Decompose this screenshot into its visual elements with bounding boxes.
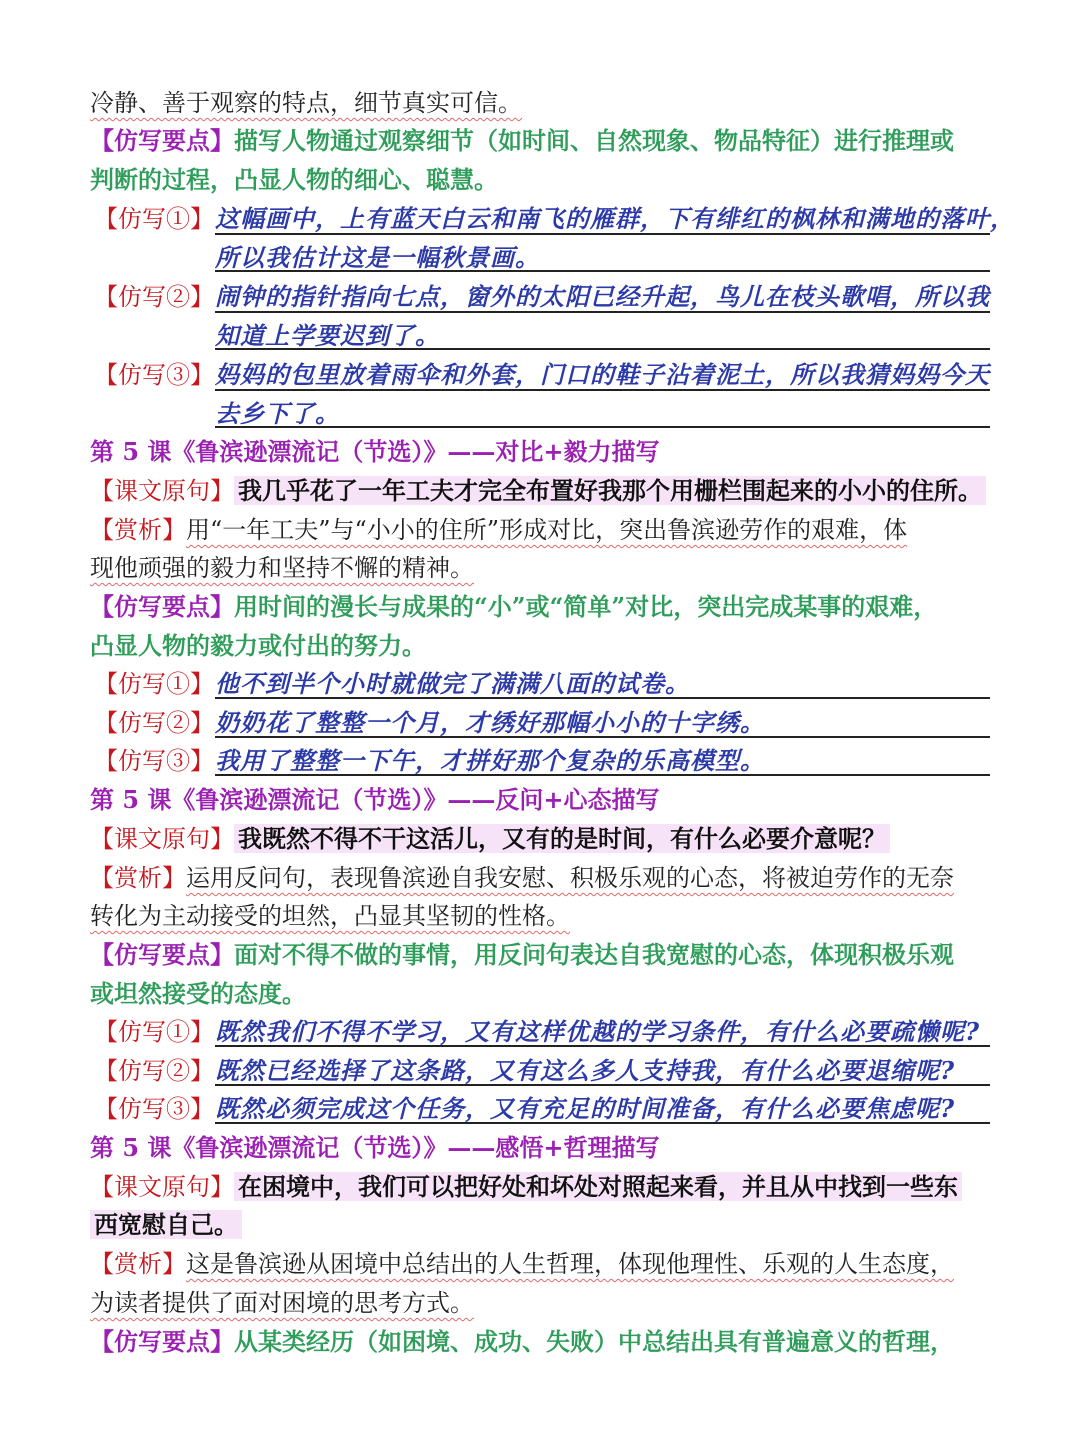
answer-underline	[215, 1045, 990, 1047]
imitation-text: 既然已经选择了这条路，又有这么多人支持我，有什么必要退缩呢?	[215, 1056, 956, 1085]
key-points-line	[90, 938, 990, 972]
key-points-label: 【仿写要点】	[90, 1327, 234, 1356]
answer-underline	[215, 1084, 990, 1086]
imitation-text: 闹钟的指针指向七点，窗外的太阳已经升起，鸟儿在枝头歌唱，所以我	[215, 282, 990, 311]
section-title: 第 5 课《鲁滨逊漂流记（节选）》——感悟+哲理描写	[90, 1133, 660, 1162]
answer-underline	[215, 270, 990, 272]
section-title: 第 5 课《鲁滨逊漂流记（节选）》——反问+心态描写	[90, 785, 660, 814]
imitation-text: 去乡下了。	[215, 399, 340, 428]
key-points-line	[90, 1325, 990, 1359]
analysis-text: 用“一年工夫”与“小小的住所”形成对比，突出鲁滨逊劳作的艰难，体	[186, 516, 908, 544]
key-points-text: 从某类经历（如困境、成功、失败）中总结出具有普遍意义的哲理，	[234, 1327, 954, 1356]
analysis-line	[90, 1247, 990, 1281]
analysis-text: 转化为主动接受的坦然，凸显其坚韧的性格。	[90, 902, 570, 930]
imitation-label: 【仿写①】	[94, 670, 214, 698]
analysis-line	[90, 861, 990, 895]
key-points-line: 或坦然接受的态度。	[90, 979, 306, 1008]
imitation-label: 【仿写③】	[94, 1095, 214, 1123]
imitation-text: 既然必须完成这个任务，又有充足的时间准备，有什么必要焦虑呢?	[215, 1094, 956, 1123]
analysis-text: 运用反问句，表现鲁滨逊自我安慰、积极乐观的心态，将被迫劳作的无奈	[186, 864, 954, 892]
imitation-label: 【仿写②】	[94, 283, 214, 311]
analysis-label: 【赏析】	[90, 1250, 186, 1278]
key-points-label: 【仿写要点】	[90, 940, 234, 969]
original-sentence	[90, 1170, 990, 1204]
analysis-text: 为读者提供了面对困境的思考方式。	[90, 1289, 474, 1317]
imitation-text: 这幅画中，上有蓝天白云和南飞的雁群，下有绯红的枫林和满地的落叶，	[215, 204, 1015, 233]
original-text: 在困境中，我们可以把好处和坏处对照起来看，并且从中找到一些东	[234, 1172, 962, 1201]
answer-underline	[215, 311, 990, 313]
key-points-text: 面对不得不做的事情，用反问句表达自我宽慰的心态，体现积极乐观	[234, 940, 954, 969]
original-text: 我几乎花了一年工夫才完全布置好我那个用栅栏围起来的小小的住所。	[234, 476, 986, 505]
answer-underline	[215, 348, 990, 350]
original-text: 我既然不得不干这活儿，又有的是时间，有什么必要介意呢？	[234, 824, 890, 853]
imitation-text: 他不到半个小时就做完了满满八面的试卷。	[215, 669, 690, 698]
answer-underline	[215, 1122, 990, 1124]
imitation-label: 【仿写③】	[94, 747, 214, 775]
original-sentence	[90, 1208, 990, 1242]
original-label: 【课文原句】	[90, 477, 234, 505]
answer-underline	[215, 426, 990, 428]
answer-underline	[215, 774, 990, 776]
analysis-label: 【赏析】	[90, 516, 186, 544]
imitation-label: 【仿写③】	[94, 361, 214, 389]
key-points-line	[90, 124, 990, 158]
imitation-label: 【仿写①】	[94, 1018, 214, 1046]
imitation-text: 妈妈的包里放着雨伞和外套，门口的鞋子沾着泥土，所以我猜妈妈今天	[215, 360, 990, 389]
imitation-label: 【仿写②】	[94, 709, 214, 737]
analysis-label: 【赏析】	[90, 864, 186, 892]
original-label: 【课文原句】	[90, 825, 234, 853]
key-points-label: 【仿写要点】	[90, 592, 234, 621]
key-points-line: 凸显人物的毅力或付出的努力。	[90, 631, 426, 660]
analysis-text: 这是鲁滨逊从困境中总结出的人生哲理，体现他理性、乐观的人生态度，	[186, 1250, 954, 1278]
answer-underline	[215, 233, 990, 235]
original-text: 西宽慰自己。	[90, 1210, 242, 1239]
key-points-line: 判断的过程，凸显人物的细心、聪慧。	[90, 165, 498, 194]
key-points-text: 描写人物通过观察细节（如时间、自然现象、物品特征）进行推理或	[234, 126, 954, 155]
analysis-line	[90, 551, 990, 585]
analysis-text: 冷静、善于观察的特点，细节真实可信。	[90, 89, 522, 117]
imitation-text: 我用了整整一下午，才拼好那个复杂的乐高模型。	[215, 746, 765, 775]
imitation-text: 知道上学要迟到了。	[215, 321, 440, 350]
section-title: 第 5 课《鲁滨逊漂流记（节选）》——对比+毅力描写	[90, 437, 660, 466]
answer-underline	[215, 736, 990, 738]
analysis-text: 现他顽强的毅力和坚持不懈的精神。	[90, 554, 474, 582]
original-sentence	[90, 474, 990, 508]
key-points-line	[90, 590, 990, 624]
analysis-line	[90, 1286, 990, 1320]
original-sentence	[90, 822, 990, 856]
answer-underline	[215, 389, 990, 391]
analysis-line	[90, 513, 990, 547]
analysis-continuation	[90, 86, 990, 120]
answer-underline	[215, 697, 990, 699]
key-points-text: 用时间的漫长与成果的“小”或“简单”对比，突出完成某事的艰难，	[234, 592, 938, 621]
key-points-label: 【仿写要点】	[90, 126, 234, 155]
imitation-label: 【仿写①】	[94, 205, 214, 233]
imitation-label: 【仿写②】	[94, 1057, 214, 1085]
imitation-text: 奶奶花了整整一个月，才绣好那幅小小的十字绣。	[215, 708, 765, 737]
original-label: 【课文原句】	[90, 1173, 234, 1201]
imitation-text: 所以我估计这是一幅秋景画。	[215, 243, 540, 272]
imitation-text: 既然我们不得不学习，又有这样优越的学习条件，有什么必要疏懒呢?	[215, 1017, 981, 1046]
analysis-line	[90, 899, 990, 933]
